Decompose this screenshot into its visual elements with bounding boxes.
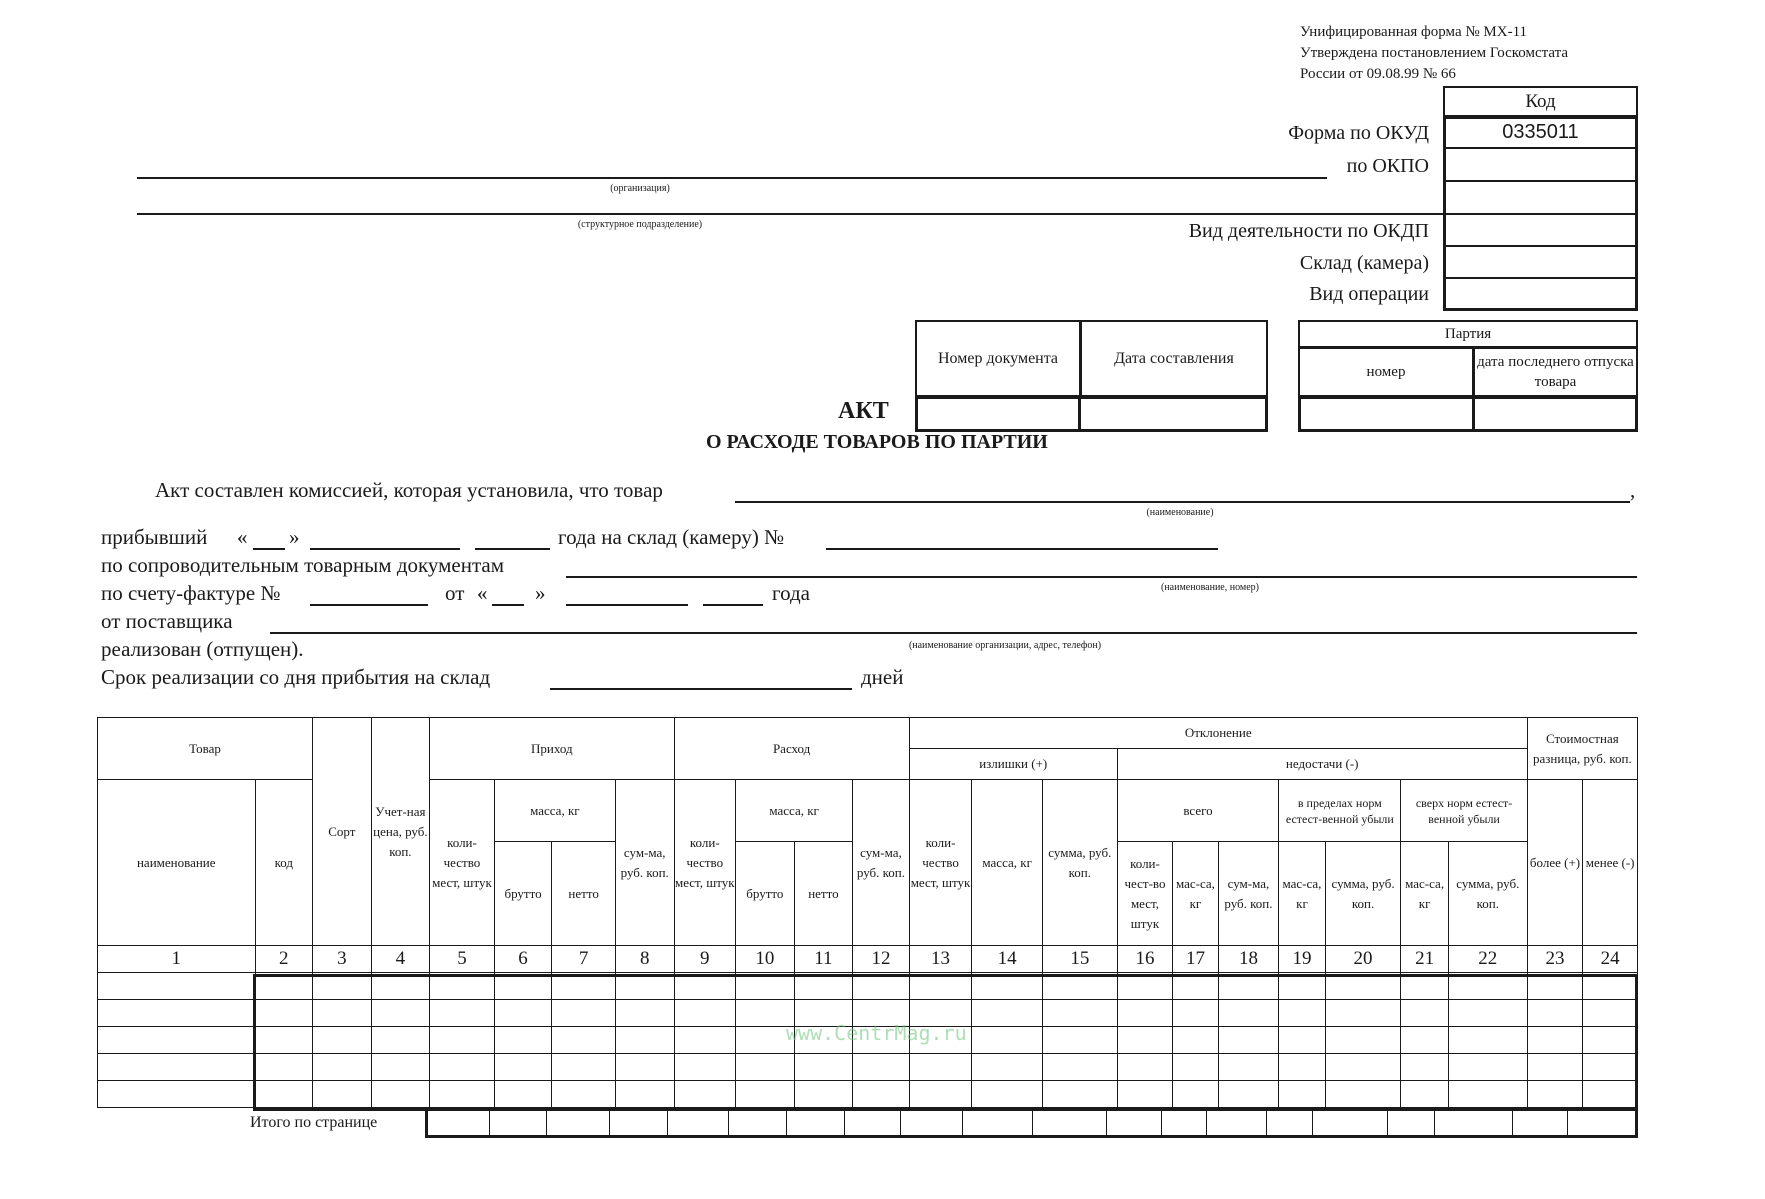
table-cell[interactable]: [1325, 1081, 1401, 1108]
table-cell[interactable]: [1218, 1027, 1279, 1054]
watermark: www.CentrMag.ru: [786, 1021, 967, 1045]
total-header: всего: [1117, 780, 1279, 842]
table-cell[interactable]: [736, 1081, 795, 1108]
accompanying-label: по сопроводительным товарным документам: [101, 553, 505, 577]
table-cell[interactable]: [1279, 1000, 1325, 1027]
grade-header: Сорт: [313, 718, 372, 946]
column-numbers-row: 1 2 3 4 5 6 7 8 9 10 11 12 13 14 15 16 17 18 19 20 21 22 23 24: [98, 946, 1638, 973]
batch-last-date-label: дата последнего отпуска товара: [1473, 347, 1638, 397]
table-cell[interactable]: [972, 973, 1043, 1000]
table-cell[interactable]: [430, 1000, 495, 1027]
table-cell[interactable]: [371, 973, 430, 1000]
table-cell[interactable]: [1325, 1027, 1401, 1054]
table-cell[interactable]: [1218, 1000, 1279, 1027]
table-cell[interactable]: [1325, 1000, 1401, 1027]
doc-number-field[interactable]: [915, 396, 1081, 432]
table-cell[interactable]: [615, 1054, 674, 1081]
goods-header: Товар: [98, 718, 313, 780]
invoice-label: по счету-фактуре №: [101, 581, 281, 605]
table-cell[interactable]: [736, 1054, 795, 1081]
table-cell[interactable]: [430, 1027, 495, 1054]
okud-value[interactable]: 0335011: [1443, 116, 1638, 149]
okdp-label: Вид деятельности по ОКДП: [1188, 220, 1429, 242]
okdp-cell[interactable]: [1446, 245, 1635, 247]
table-cell[interactable]: [430, 1054, 495, 1081]
above-mass-header: мас-са, кг: [1401, 842, 1448, 946]
table-cell[interactable]: [1173, 973, 1218, 1000]
table-cell[interactable]: [1527, 1000, 1583, 1027]
table-cell[interactable]: [1448, 1081, 1527, 1108]
table-cell[interactable]: [1043, 1054, 1118, 1081]
total-cell[interactable]: [728, 1111, 787, 1135]
table-cell[interactable]: [909, 1054, 972, 1081]
total-cell[interactable]: [1312, 1111, 1388, 1135]
table-cell[interactable]: [674, 1000, 736, 1027]
name-header: наименование: [98, 780, 256, 946]
goods-name-caption: (наименование): [1146, 507, 1214, 518]
table-cell[interactable]: [1117, 1054, 1173, 1081]
table-cell[interactable]: [1448, 973, 1527, 1000]
table-cell[interactable]: [972, 1027, 1043, 1054]
table-cell[interactable]: [1527, 1081, 1583, 1108]
table-cell[interactable]: [1448, 1027, 1527, 1054]
total-cell[interactable]: [667, 1111, 729, 1135]
table-cell[interactable]: [615, 1000, 674, 1027]
table-cell[interactable]: [313, 1000, 372, 1027]
table-cell[interactable]: [674, 973, 736, 1000]
invoice-number-line[interactable]: [310, 604, 428, 606]
table-cell[interactable]: [853, 1081, 910, 1108]
table-cell[interactable]: [1583, 1027, 1638, 1054]
table-cell[interactable]: [853, 973, 910, 1000]
term-label: Срок реализации со дня прибытия на склад: [101, 665, 491, 689]
warehouse-cell[interactable]: [1446, 277, 1635, 279]
table-cell[interactable]: [1279, 973, 1325, 1000]
invoice-day-line[interactable]: [492, 604, 524, 606]
invoice-month-line[interactable]: [566, 604, 688, 606]
table-cell[interactable]: [371, 1027, 430, 1054]
table-cell[interactable]: [552, 973, 616, 1000]
total-cell[interactable]: [425, 1111, 490, 1135]
table-cell[interactable]: [794, 1081, 853, 1108]
table-cell[interactable]: [1043, 1027, 1118, 1054]
total-cell[interactable]: [962, 1111, 1033, 1135]
table-cell[interactable]: [1218, 1081, 1279, 1108]
table-cell[interactable]: [371, 1081, 430, 1108]
total-cell[interactable]: [900, 1111, 963, 1135]
total-cell[interactable]: [609, 1111, 668, 1135]
doc-date-field[interactable]: [1078, 396, 1268, 432]
supplier-label: от поставщика: [101, 609, 233, 633]
table-cell[interactable]: [494, 1027, 552, 1054]
table-cell[interactable]: [1325, 973, 1401, 1000]
table-cell[interactable]: [494, 1000, 552, 1027]
table-cell[interactable]: [615, 973, 674, 1000]
table-cell[interactable]: [494, 973, 552, 1000]
surplus-header: излишки (+): [909, 749, 1117, 780]
table-cell[interactable]: [1173, 1054, 1218, 1081]
arrival-year-line[interactable]: [475, 548, 550, 550]
above-norm-header: сверх норм естест-венной убыли: [1401, 780, 1527, 842]
table-cell[interactable]: [255, 1000, 313, 1027]
doc-date-label: Дата составления: [1080, 320, 1268, 397]
table-row: [98, 973, 1638, 1000]
table-cell[interactable]: [1401, 973, 1448, 1000]
doc-number-label: Номер документа: [915, 320, 1081, 397]
table-cell[interactable]: [1583, 1000, 1638, 1027]
commission-text: Акт составлен комиссией, которая установила, что товар: [155, 478, 663, 502]
table-cell[interactable]: [1401, 1000, 1448, 1027]
table-cell[interactable]: [1527, 1027, 1583, 1054]
table-cell[interactable]: [552, 1000, 616, 1027]
table-cell[interactable]: [494, 1081, 552, 1108]
surplus-sum-header: сумма, руб. коп.: [1043, 780, 1118, 946]
table-cell[interactable]: [552, 1081, 616, 1108]
table-cell[interactable]: [1117, 1081, 1173, 1108]
table-cell[interactable]: [313, 973, 372, 1000]
total-cell[interactable]: [1266, 1111, 1313, 1135]
total-cell[interactable]: [546, 1111, 610, 1135]
table-row: [98, 1054, 1638, 1081]
page-total-row: [425, 1108, 1638, 1138]
code-header: код: [255, 780, 313, 946]
table-cell[interactable]: [313, 1054, 372, 1081]
table-cell[interactable]: [1043, 973, 1118, 1000]
above-sum-header: сумма, руб. коп.: [1448, 842, 1527, 946]
table-cell[interactable]: [255, 973, 313, 1000]
table-cell[interactable]: [1401, 1054, 1448, 1081]
table-cell[interactable]: [255, 1054, 313, 1081]
income-header: Приход: [430, 718, 674, 780]
table-cell[interactable]: [1583, 1054, 1638, 1081]
table-cell[interactable]: [972, 1000, 1043, 1027]
table-cell[interactable]: [736, 973, 795, 1000]
organization-caption: (организация): [610, 183, 670, 194]
table-cell[interactable]: [98, 1081, 256, 1108]
total-cell[interactable]: [1567, 1111, 1621, 1135]
arrival-month-line[interactable]: [310, 548, 460, 550]
within-sum-header: сумма, руб. коп.: [1325, 842, 1401, 946]
expense-sum-header: сум-ма, руб. коп.: [853, 780, 910, 946]
table-cell[interactable]: [1583, 973, 1638, 1000]
page-total-label: Итого по странице: [250, 1114, 378, 1131]
batch-number-label: номер: [1298, 347, 1474, 397]
table-cell[interactable]: [1117, 1000, 1173, 1027]
table-cell[interactable]: [1325, 1054, 1401, 1081]
total-cell[interactable]: [1106, 1111, 1162, 1135]
table-cell[interactable]: [98, 1027, 256, 1054]
table-cell[interactable]: [1527, 973, 1583, 1000]
total-cell[interactable]: [1032, 1111, 1107, 1135]
total-cell[interactable]: [1387, 1111, 1435, 1135]
accompanying-caption: (наименование, номер): [1160, 582, 1260, 593]
table-cell[interactable]: [1401, 1027, 1448, 1054]
table-cell[interactable]: [853, 1054, 910, 1081]
batch-last-date-field[interactable]: [1472, 396, 1638, 432]
table-cell[interactable]: [794, 973, 853, 1000]
surplus-qty-header: коли-чество мест, штук: [909, 780, 972, 946]
expense-header: Расход: [674, 718, 909, 780]
expense-gross-header: брутто: [736, 842, 795, 946]
cost-diff-header: Стоимостная разница, руб. коп.: [1527, 718, 1637, 780]
table-cell[interactable]: [1218, 1054, 1279, 1081]
expense-net-header: нетто: [794, 842, 853, 946]
table-cell[interactable]: [972, 1081, 1043, 1108]
table-cell[interactable]: [1218, 973, 1279, 1000]
invoice-year-line[interactable]: [703, 604, 763, 606]
okpo-label: по ОКПО: [1346, 155, 1429, 177]
table-cell[interactable]: [1279, 1054, 1325, 1081]
income-mass-header: масса, кг: [494, 780, 615, 842]
table-cell[interactable]: [1448, 1054, 1527, 1081]
table-row: [98, 1081, 1638, 1108]
year-to-warehouse-label: года на склад (камеру) №: [558, 525, 785, 549]
total-cell[interactable]: [1161, 1111, 1207, 1135]
total-qty-header: коли-чест-во мест, штук: [1117, 842, 1173, 946]
surplus-mass-header: масса, кг: [972, 780, 1043, 946]
table-cell[interactable]: [674, 1027, 736, 1054]
table-cell[interactable]: [1117, 973, 1173, 1000]
table-cell[interactable]: [371, 1054, 430, 1081]
unit-line[interactable]: [137, 213, 1637, 215]
goods-table: [97, 717, 1638, 1108]
table-cell[interactable]: [1043, 1081, 1118, 1108]
okud-label: Форма по ОКУД: [1288, 122, 1429, 144]
table-cell[interactable]: [1401, 1081, 1448, 1108]
form-header-line2: Утверждена постановлением Госкомстата: [1300, 45, 1569, 61]
warehouse-number-line[interactable]: [826, 548, 1218, 550]
term-days-line[interactable]: [550, 688, 852, 690]
table-cell[interactable]: [1043, 1000, 1118, 1027]
table-cell[interactable]: [313, 1027, 372, 1054]
table-cell[interactable]: [430, 973, 495, 1000]
act-subtitle: О РАСХОДЕ ТОВАРОВ ПО ПАРТИИ: [706, 431, 1048, 453]
operation-label: Вид операции: [1309, 283, 1429, 305]
total-sum-header: сум-ма, руб. коп.: [1218, 842, 1279, 946]
total-cell[interactable]: [489, 1111, 547, 1135]
supplier-caption: (наименование организации, адрес, телефон): [908, 640, 1102, 651]
batch-title: Партия: [1298, 320, 1638, 348]
income-qty-header: коли-чество мест, штук: [430, 780, 495, 946]
table-cell[interactable]: [1583, 1081, 1638, 1108]
batch-number-field[interactable]: [1298, 396, 1475, 432]
table-cell[interactable]: [371, 1000, 430, 1027]
table-cell[interactable]: [1279, 1027, 1325, 1054]
table-cell[interactable]: [255, 1081, 313, 1108]
table-cell[interactable]: [255, 1027, 313, 1054]
price-header: Учет-ная цена, руб. коп.: [371, 718, 430, 946]
table-cell[interactable]: [615, 1027, 674, 1054]
total-cell[interactable]: [1206, 1111, 1267, 1135]
total-cell[interactable]: [786, 1111, 845, 1135]
table-cell[interactable]: [674, 1081, 736, 1108]
total-mass-header: мас-са, кг: [1173, 842, 1218, 946]
table-cell[interactable]: [909, 973, 972, 1000]
warehouse-label: Склад (камера): [1299, 252, 1429, 274]
table-cell[interactable]: [552, 1027, 616, 1054]
within-mass-header: мас-са, кг: [1279, 842, 1325, 946]
okpo-cell[interactable]: [1446, 180, 1635, 182]
income-gross-header: брутто: [494, 842, 552, 946]
table-cell[interactable]: [1279, 1081, 1325, 1108]
supplier-line[interactable]: [270, 632, 1637, 634]
table-cell[interactable]: [1527, 1054, 1583, 1081]
table-cell[interactable]: [430, 1081, 495, 1108]
within-norm-header: в пределах норм естест-венной убыли: [1279, 780, 1401, 842]
table-cell[interactable]: [98, 1054, 256, 1081]
days-label: дней: [861, 665, 904, 689]
form-header-line1: Унифицированная форма № МХ-11: [1300, 24, 1528, 40]
less-header: менее (-): [1583, 780, 1638, 946]
table-cell[interactable]: [1173, 1000, 1218, 1027]
accompanying-docs-line[interactable]: [566, 576, 1637, 578]
table-cell[interactable]: [98, 973, 256, 1000]
table-cell[interactable]: [1448, 1000, 1527, 1027]
unit-caption: (структурное подразделение): [577, 219, 703, 230]
invoice-from-label: от: [445, 581, 465, 605]
table-cell[interactable]: [794, 1054, 853, 1081]
table-cell[interactable]: [1173, 1027, 1218, 1054]
more-header: более (+): [1527, 780, 1583, 946]
table-cell[interactable]: [552, 1054, 616, 1081]
arrival-day-line[interactable]: [253, 548, 285, 550]
invoice-year-label: года: [772, 581, 810, 605]
form-header: [1300, 22, 1568, 85]
table-cell[interactable]: [615, 1081, 674, 1108]
deviation-header: Отклонение: [909, 718, 1527, 749]
table-cell[interactable]: [313, 1081, 372, 1108]
total-cell[interactable]: [844, 1111, 901, 1135]
shortage-header: недостачи (-): [1117, 749, 1527, 780]
sold-label: реализован (отпущен).: [101, 637, 304, 661]
code-title: Код: [1443, 86, 1638, 117]
total-cell[interactable]: [1434, 1111, 1513, 1135]
organization-line[interactable]: [137, 177, 1327, 179]
act-title: АКТ: [838, 398, 889, 424]
income-sum-header: сум-ма, руб. коп.: [615, 780, 674, 946]
income-net-header: нетто: [552, 842, 616, 946]
table-cell[interactable]: [1117, 1027, 1173, 1054]
table-cell[interactable]: [972, 1054, 1043, 1081]
goods-name-line[interactable]: [735, 501, 1630, 503]
table-cell[interactable]: [674, 1054, 736, 1081]
table-cell[interactable]: [1173, 1081, 1218, 1108]
table-cell[interactable]: [494, 1054, 552, 1081]
table-cell[interactable]: [98, 1000, 256, 1027]
table-cell[interactable]: [909, 1081, 972, 1108]
total-cell[interactable]: [1512, 1111, 1568, 1135]
form-header-line3: России от 09.08.99 № 66: [1300, 66, 1456, 82]
expense-mass-header: масса, кг: [736, 780, 853, 842]
expense-qty-header: коли-чество мест, штук: [674, 780, 736, 946]
arrived-label: прибывший: [101, 525, 208, 549]
